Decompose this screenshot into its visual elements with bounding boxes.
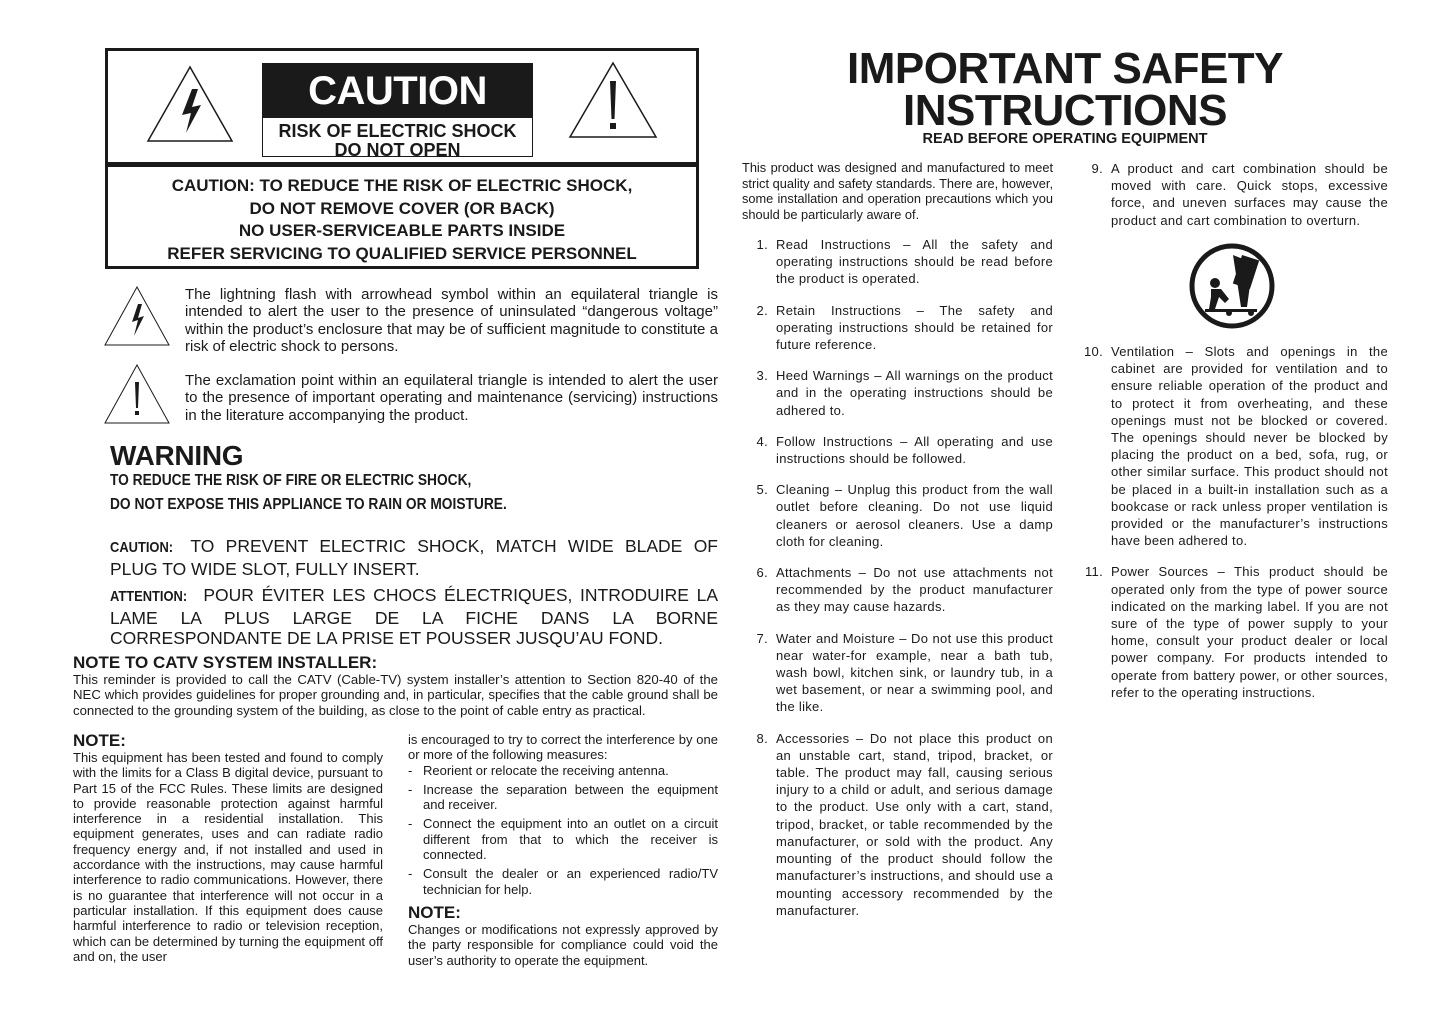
item-number: 6. — [756, 565, 768, 581]
item-text: Water and Moisture – Do not use this product near water-for example, near a bath tub, wash bowl, kitchen sink, or laundry tub, in a wet basement, or near a swimming pool, and the like. — [776, 630, 1053, 715]
plug-caution-label: CAUTION: — [110, 539, 174, 556]
list-item — [742, 730, 1053, 919]
list-item — [742, 481, 1053, 550]
catv-title: NOTE TO CATV SYSTEM INSTALLER: — [73, 653, 378, 672]
caution-line: REFER SERVICING TO QUALIFIED SERVICE PERSONNEL — [167, 243, 637, 263]
plug-caution-text: TO PREVENT ELECTRIC SHOCK, MATCH WIDE BLADE OF PLUG TO WIDE SLOT, FULLY INSERT. — [110, 536, 718, 579]
item-number: 3. — [756, 368, 768, 384]
list-item — [742, 236, 1053, 288]
item-text: Retain Instructions – The safety and operating instructions should be retained for future reference. — [776, 302, 1053, 353]
caution-header-area — [108, 51, 696, 167]
plug-attention-text: POUR ÉVITER LES CHOCS ÉLECTRIQUES, INTRODUIRE LA LAME LA PLUS LARGE DE LA FICHE DANS LA BORNE CORRESPONDANTE DE LA PRISE ET POUSSER JUSQU’AU FOND. — [110, 585, 718, 648]
safety-list-column-2-continued — [1077, 343, 1388, 715]
lightning-triangle-icon — [104, 286, 170, 346]
fcc-note-continued-column — [408, 732, 718, 901]
exclamation-triangle-icon — [104, 364, 170, 424]
modifications-note-title: NOTE: — [408, 903, 461, 922]
item-number: 5. — [756, 482, 768, 498]
list-item: - Consult the dealer or an experienced radio/TV technician for help. — [408, 866, 718, 897]
safety-intro: This product was designed and manufactured to meet strict quality and safety standards. There are, however, some installation and operation precautions which you should be particularly aware of. — [742, 160, 1053, 222]
list-item: - Reorient or relocate the receiving antenna. — [408, 763, 718, 778]
catv-text: This reminder is provided to call the CATV (Cable-TV) system installer’s attention to Section 820-40 of the NEC which provides guidelines for proper grounding and, in particular, specifies that the cable ground shall be connected to the grounding system of the building, as close to the point of cable entry as practical. — [73, 672, 718, 718]
fcc-note-continued: is encouraged to try to correct the interference by one or more of the following measures: — [408, 732, 718, 763]
item-text: A product and cart combination should be moved with care. Quick stops, excessive force, and uneven surfaces may cause the product and cart combination to overturn. — [1111, 161, 1388, 228]
item-text: Heed Warnings – All warnings on the product and in the operating instructions should be adhered to. — [776, 368, 1053, 418]
exclamation-warning-icon — [568, 61, 658, 139]
plug-attention-label: ATTENTION: — [110, 588, 188, 605]
list-item — [742, 630, 1053, 716]
warning-title: WARNING — [110, 440, 244, 471]
list-item — [742, 367, 1053, 419]
cart-tipover-warning-icon — [1189, 243, 1275, 329]
caution-subtitle-line-1: RISK OF ELECTRIC SHOCK — [278, 121, 517, 141]
list-item — [742, 433, 1053, 467]
caution-subtitle-line-2: DO NOT OPEN — [334, 140, 461, 160]
item-text: Read Instructions – All the safety and operating instructions should be read before the product is operated. — [776, 237, 1053, 287]
caution-subtitle — [263, 118, 532, 160]
list-item: - Increase the separation between the equipment and receiver. — [408, 782, 718, 813]
item-text: Accessories – Do not place this product on an unstable cart, stand, tripod, bracket, or table. The product may fall, causing serious injury to a child or adult, and serious damage to the product. Use only with a cart, stand, tripod, bracket, or table recommended by the manufacturer, or sold with the product. Any mounting of the product should follow the manufacturer’s instructions, and should use a mounting accessory recommended by the manufacturer. — [776, 730, 1053, 918]
plug-caution — [110, 536, 718, 579]
list-item — [1077, 563, 1388, 701]
item-number: 10. — [1084, 344, 1103, 359]
caution-line: DO NOT REMOVE COVER (OR BACK) — [249, 198, 555, 218]
list-item — [1077, 160, 1388, 229]
fcc-note-title: NOTE: — [73, 731, 126, 750]
page-subtitle: READ BEFORE OPERATING EQUIPMENT — [922, 131, 1208, 147]
caution-line: NO USER-SERVICEABLE PARTS INSIDE — [238, 221, 566, 240]
plug-attention — [110, 585, 718, 649]
warning-line-1: TO REDUCE THE RISK OF FIRE OR ELECTRIC SHOCK, — [110, 472, 472, 489]
item-text: Power Sources – This product should be operated only from the type of power source indicated on the marking label. If you are not sure of the type of power supply to your home, consult your product dealer or local power company. For products intended to operate from battery power, or other sources, refer to the operating instructions. — [1111, 564, 1388, 700]
page-title-line-2: INSTRUCTIONS — [903, 86, 1227, 135]
item-number: 7. — [756, 630, 768, 646]
warning-line-2: DO NOT EXPOSE THIS APPLIANCE TO RAIN OR MOISTURE. — [110, 496, 507, 513]
list-item — [1077, 343, 1388, 549]
exclamation-symbol-explanation: The exclamation point within an equilateral triangle is intended to alert the user to the presence of important operating and maintenance (servicing) instructions in the literature accompanying the product. — [185, 372, 718, 424]
lightning-symbol-explanation: The lightning flash with arrowhead symbol within an equilateral triangle is intended to alert the user to the presence of uninsulated “dangerous voltage” within the product’s enclosure that may be of sufficient magnitude to constitute a risk of electric shock to persons. — [185, 286, 718, 355]
item-number: 9. — [1091, 161, 1103, 176]
caution-line: CAUTION: TO REDUCE THE RISK OF ELECTRIC SHOCK, — [171, 176, 633, 195]
fcc-measures-list — [408, 763, 718, 897]
list-item — [742, 302, 1053, 354]
item-text: Follow Instructions – All operating and use instructions should be followed. — [776, 433, 1053, 467]
item-number: 4. — [756, 433, 768, 449]
item-text: Ventilation – Slots and openings in the cabinet are provided for ventilation and to ensure reliable operation of the product and to protect it from overheating, and these openings must not be blocked or covered. The openings should never be blocked by placing the product on a bed, sofa, rug, or other similar surface. This product should not be placed in a built-in installation such as a bookcase or rack unless proper ventilation is provided or the manufacturer’s instructions have been adhered to. — [1111, 344, 1388, 549]
item-number: 8. — [756, 730, 768, 746]
safety-list-column-2 — [1077, 160, 1388, 243]
caution-label — [262, 63, 533, 160]
item-number: 2. — [756, 302, 768, 318]
caution-box — [105, 48, 699, 269]
item-number: 11. — [1084, 564, 1103, 580]
list-item: - Connect the equipment into an outlet on a circuit different from that to which the receiver is connected. — [408, 816, 718, 862]
item-text: Attachments – Do not use attachments not recommended by the product manufacturer as they may cause hazards. — [776, 565, 1053, 615]
caution-title: CAUTION — [263, 64, 532, 118]
modifications-note-text: Changes or modifications not expressly approved by the party responsible for compliance could void the user’s authority to operate the equipment. — [408, 922, 718, 968]
page-title — [800, 44, 1330, 135]
lightning-warning-icon — [146, 65, 234, 143]
safety-list-column-1 — [742, 236, 1053, 933]
page-title-line-1: IMPORTANT SAFETY — [846, 44, 1284, 93]
list-item — [742, 564, 1053, 616]
fcc-note-text: This equipment has been tested and found to comply with the limits for a Class B digital device, pursuant to Part 15 of the FCC Rules. These limits are designed to provide reasonable protection against harmful interference in a residential installation. This equipment generates, uses and can radiate radio frequency energy and, if not installed and used in accordance with the instructions, may cause harmful interference to radio communications. However, there is no guarantee that interference will not occur in a particular installation. If this equipment does cause harmful interference to radio or television reception, which can be determined by turning the equipment off and on, the user — [73, 750, 383, 964]
caution-instructions — [108, 175, 696, 265]
item-number: 1. — [756, 237, 768, 252]
item-text: Cleaning – Unplug this product from the wall outlet before cleaning. Do not use liquid cleaners or aerosol cleaners. Use a damp cloth for cleaning. — [776, 482, 1053, 549]
